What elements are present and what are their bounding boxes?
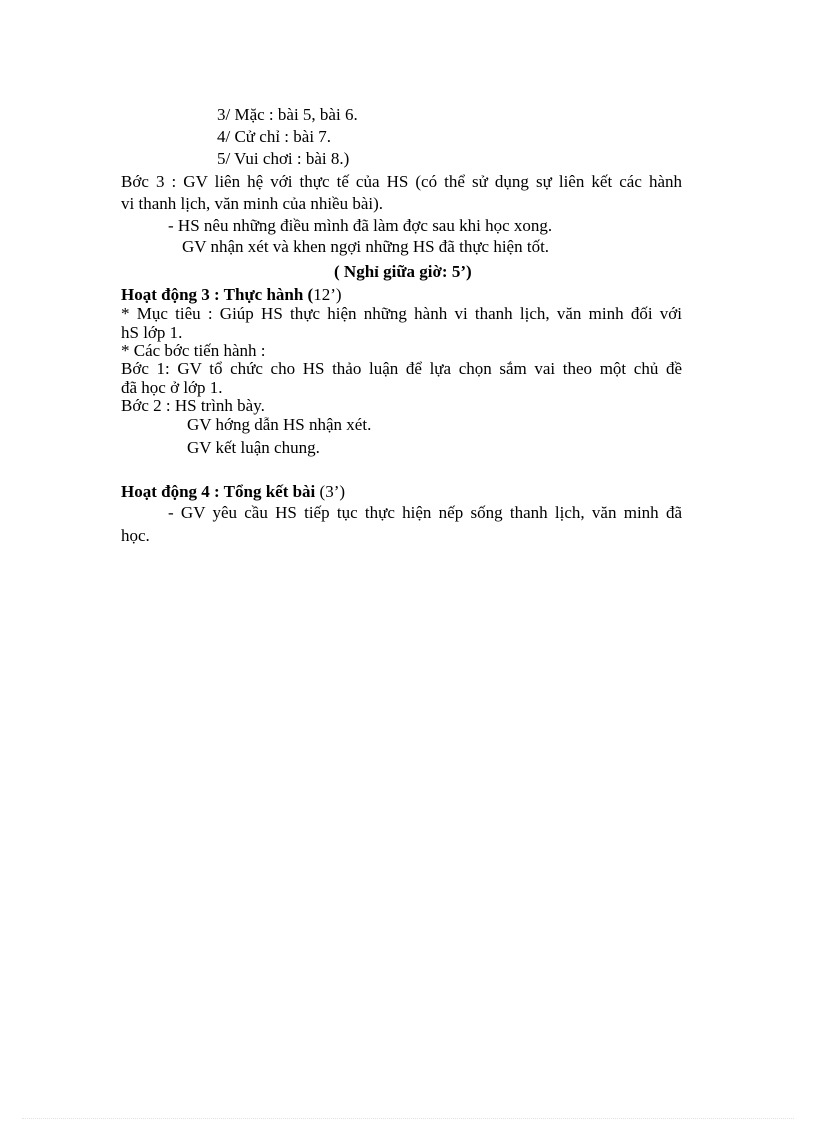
activity3-title: Hoạt động 3 : Thực hành ( — [121, 285, 314, 304]
activity4-line1: - GV yêu cầu HS tiếp tục thực hiện nếp sống thanh lịch, văn minh đã — [168, 503, 682, 522]
item-4: 4/ Cử chỉ : bài 7. — [217, 127, 332, 146]
item-3: 3/ Mặc : bài 5, bài 6. — [217, 105, 358, 124]
activity3-objective-line1: * Mục tiêu : Giúp HS thực hiện những hành vi thanh lịch, văn minh đối với — [121, 304, 682, 323]
bullet-students-share: - HS nêu những điều mình đã làm đợc sau khi học xong. — [168, 216, 553, 235]
activity3-objective-line2: hS lớp 1. — [121, 323, 183, 342]
activity4-heading — [121, 481, 345, 502]
activity4-duration: (3’) — [315, 482, 346, 501]
item-5: 5/ Vui chơi : bài 8.) — [217, 149, 350, 168]
activity4-line2: học. — [121, 526, 150, 545]
activity3-step1-line1: Bớc 1: GV tổ chức cho HS thảo luận để lựa chọn sắm vai theo một chủ đề — [121, 359, 682, 378]
activity3-duration: 12’) — [313, 285, 342, 304]
step3-line2: vi thanh lịch, văn minh của nhiều bài). — [121, 194, 384, 213]
break-note: ( Nghỉ giữa giờ: 5’) — [334, 262, 472, 281]
activity3-heading — [121, 284, 342, 305]
teacher-comment: GV nhận xét và khen ngợi những HS đã thực hiện tốt. — [182, 237, 550, 256]
step3-line1: Bớc 3 : GV liên hệ với thực tế của HS (có thể sử dụng sự liên kết các hành — [121, 172, 682, 191]
page-bottom-rule — [22, 1118, 794, 1119]
activity3-step2: Bớc 2 : HS trình bày. — [121, 396, 265, 415]
activity3-conclusion: GV kết luận chung. — [187, 438, 320, 457]
activity3-step1-line2: đã học ở lớp 1. — [121, 378, 223, 397]
activity3-steps-title: * Các bớc tiến hành : — [121, 341, 266, 360]
activity4-title: Hoạt động 4 : Tổng kết bài — [121, 482, 316, 501]
activity3-guide: GV hớng dẫn HS nhận xét. — [187, 415, 372, 434]
